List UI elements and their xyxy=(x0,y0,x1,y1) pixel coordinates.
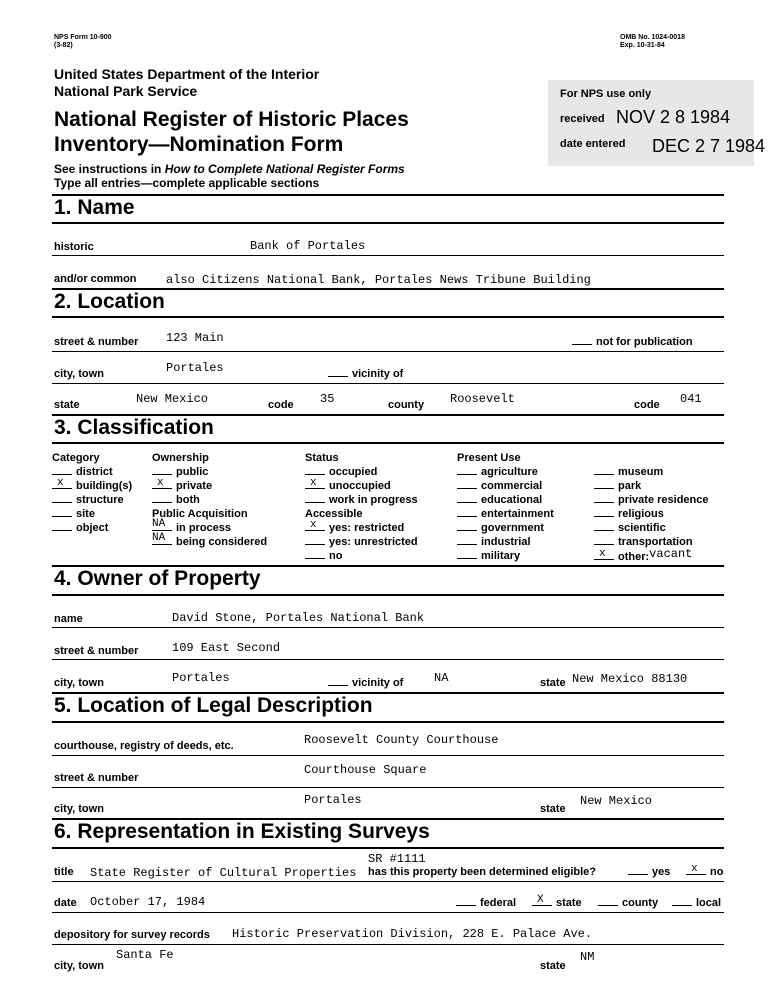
use-option[interactable]: entertainment xyxy=(457,508,554,522)
survey-title-value: State Register of Cultural Properties xyxy=(90,866,357,880)
owner-street-label: street & number xyxy=(54,645,139,657)
state-value: New Mexico xyxy=(136,392,209,406)
field-line xyxy=(52,351,724,352)
received-label: received xyxy=(560,113,605,125)
eligible-question: has this property been determined eligible? xyxy=(368,866,596,878)
historic-label: historic xyxy=(54,241,94,253)
level-state[interactable]: X state xyxy=(532,897,582,909)
survey-date-value: October 17, 1984 xyxy=(90,895,206,909)
form-title-line2: Inventory—Nomination Form xyxy=(54,133,344,156)
owner-state-label: state xyxy=(540,677,566,689)
street-value: 123 Main xyxy=(166,331,224,345)
section-rule xyxy=(52,594,724,596)
category-option[interactable]: x building(s) xyxy=(52,480,132,494)
use-option[interactable]: private residence xyxy=(594,494,709,508)
category-heading: Category xyxy=(52,452,100,464)
field-line xyxy=(52,787,724,788)
city-label: city, town xyxy=(54,368,104,380)
section-4-title: 4. Owner of Property xyxy=(54,567,261,590)
field-line xyxy=(52,755,724,756)
use-option[interactable]: park xyxy=(594,480,709,494)
section-rule xyxy=(52,194,724,196)
instructions-line1: See instructions in How to Complete National Register Forms xyxy=(54,162,405,176)
owner-city-value: Portales xyxy=(172,671,230,685)
section-2-title: 2. Location xyxy=(54,290,165,313)
survey-title-label: title xyxy=(54,866,74,878)
county-label: county xyxy=(388,399,425,411)
survey-city-label: city, town xyxy=(54,960,104,972)
level-county[interactable]: county xyxy=(598,897,658,909)
level-federal[interactable]: federal xyxy=(456,897,516,909)
city-value: Portales xyxy=(166,361,224,375)
section-rule xyxy=(52,847,724,849)
status-option[interactable]: occupied xyxy=(305,466,418,480)
section-5-title: 5. Location of Legal Description xyxy=(54,694,373,717)
use-option[interactable]: museum xyxy=(594,466,709,480)
courthouse-label: courthouse, registry of deeds, etc. xyxy=(54,740,234,752)
omb-number: OMB No. 1024-0018 xyxy=(620,34,685,41)
nps-box-heading: For NPS use only xyxy=(560,88,652,100)
common-name-label: and/or common xyxy=(54,273,137,285)
category-list xyxy=(52,466,132,536)
field-line xyxy=(52,255,724,256)
status-option[interactable]: x unoccupied xyxy=(305,480,418,494)
owner-vicinity: vicinity of xyxy=(328,677,403,689)
owner-name-value: David Stone, Portales National Bank xyxy=(172,611,425,625)
ownership-heading: Ownership xyxy=(152,452,209,464)
code-label: code xyxy=(268,399,294,411)
accessible-option[interactable]: x yes: restricted xyxy=(305,522,418,536)
not-for-publication: not for publication xyxy=(572,336,693,348)
form-date: (3-82) xyxy=(54,42,73,49)
use-option[interactable]: religious xyxy=(594,508,709,522)
sr-number: SR #1111 xyxy=(368,852,426,866)
acquisition-heading: Public Acquisition xyxy=(152,508,248,520)
county-code-value: 041 xyxy=(680,392,702,406)
state-label: state xyxy=(54,399,80,411)
legal-city-value: Portales xyxy=(304,793,362,807)
field-line xyxy=(52,383,724,384)
field-line xyxy=(52,881,724,882)
legal-city-label: city, town xyxy=(54,803,104,815)
owner-state-value: New Mexico 88130 xyxy=(572,672,688,686)
acquisition-option[interactable]: NA being considered xyxy=(152,532,268,548)
field-line xyxy=(52,944,724,945)
survey-date-label: date xyxy=(54,897,77,909)
category-option[interactable]: site xyxy=(52,508,132,522)
ownership-option[interactable]: public xyxy=(152,466,267,480)
ownership-list xyxy=(152,466,267,550)
expiration: Exp. 10-31-84 xyxy=(620,42,665,49)
status-heading: Status xyxy=(305,452,339,464)
ownership-option[interactable]: x private xyxy=(152,480,267,494)
use-option-other[interactable]: x other:vacant xyxy=(594,550,709,564)
received-stamp: NOV 2 8 1984 xyxy=(616,107,731,127)
eligible-yes[interactable]: yes xyxy=(628,866,670,878)
use-option[interactable]: commercial xyxy=(457,480,554,494)
status-list xyxy=(305,466,418,564)
category-option[interactable]: district xyxy=(52,466,132,480)
form-number: NPS Form 10-900 xyxy=(54,34,112,41)
vicinity: vicinity of xyxy=(328,368,403,380)
category-option[interactable]: object xyxy=(52,522,132,536)
legal-state-value: New Mexico xyxy=(580,794,653,808)
section-6-title: 6. Representation in Existing Surveys xyxy=(54,820,430,843)
owner-vicinity-value: NA xyxy=(434,671,449,685)
acquisition-option[interactable]: NA in process xyxy=(152,518,232,534)
street-label: street & number xyxy=(54,336,139,348)
status-option[interactable]: work in progress xyxy=(305,494,418,508)
owner-city-label: city, town xyxy=(54,677,104,689)
section-rule xyxy=(52,316,724,318)
survey-state-value: NM xyxy=(580,950,595,964)
legal-state-label: state xyxy=(540,803,566,815)
code-value: 35 xyxy=(320,392,335,406)
use-option[interactable]: military xyxy=(457,550,554,564)
date-entered-stamp: DEC 2 7 1984 xyxy=(652,136,766,156)
eligible-no[interactable]: x no xyxy=(686,866,723,878)
accessible-heading: Accessible xyxy=(305,508,363,520)
survey-city-value: Santa Fe xyxy=(116,948,174,962)
ownership-option[interactable]: both xyxy=(152,494,267,508)
depository-value: Historic Preservation Division, 228 E. Palace Ave. xyxy=(232,927,593,941)
survey-state-label: state xyxy=(540,960,566,972)
field-line xyxy=(52,627,724,628)
form-title-line1: National Register of Historic Places xyxy=(54,108,409,131)
use-option[interactable]: agriculture xyxy=(457,466,554,480)
use-option[interactable]: scientific xyxy=(594,522,709,536)
field-line xyxy=(52,912,724,913)
service: National Park Service xyxy=(54,83,198,99)
category-option[interactable]: structure xyxy=(52,494,132,508)
depository-label: depository for survey records xyxy=(54,929,210,941)
department: United States Department of the Interior xyxy=(54,66,320,82)
legal-street-label: street & number xyxy=(54,772,139,784)
county-value: Roosevelt xyxy=(450,392,515,406)
common-name-value: also Citizens National Bank, Portales News Tribune Building xyxy=(166,273,591,287)
field-line xyxy=(52,659,724,660)
use-option[interactable]: educational xyxy=(457,494,554,508)
present-use-list-2 xyxy=(594,466,709,564)
county-code-label: code xyxy=(634,399,660,411)
accessible-option[interactable]: no xyxy=(305,550,418,564)
owner-name-label: name xyxy=(54,613,83,625)
use-option[interactable]: transportation xyxy=(594,536,709,550)
accessible-option[interactable]: yes: unrestricted xyxy=(305,536,418,550)
courthouse-value: Roosevelt County Courthouse xyxy=(304,733,499,747)
other-use-value: vacant xyxy=(649,547,693,561)
section-rule xyxy=(52,222,724,224)
use-option[interactable]: government xyxy=(457,522,554,536)
present-use-list-1 xyxy=(457,466,554,564)
historic-value: Bank of Portales xyxy=(250,239,366,253)
level-local[interactable]: local xyxy=(672,897,721,909)
instructions-line2: Type all entries—complete applicable sections xyxy=(54,176,320,190)
date-entered-label: date entered xyxy=(560,138,626,150)
section-3-title: 3. Classification xyxy=(54,416,214,439)
owner-street-value: 109 East Second xyxy=(172,641,281,655)
section-rule xyxy=(52,442,724,444)
legal-street-value: Courthouse Square xyxy=(304,763,427,777)
use-option[interactable]: industrial xyxy=(457,536,554,550)
nps-use-box xyxy=(548,80,766,166)
present-use-heading: Present Use xyxy=(457,452,521,464)
section-1-title: 1. Name xyxy=(54,196,135,219)
section-rule xyxy=(52,721,724,723)
